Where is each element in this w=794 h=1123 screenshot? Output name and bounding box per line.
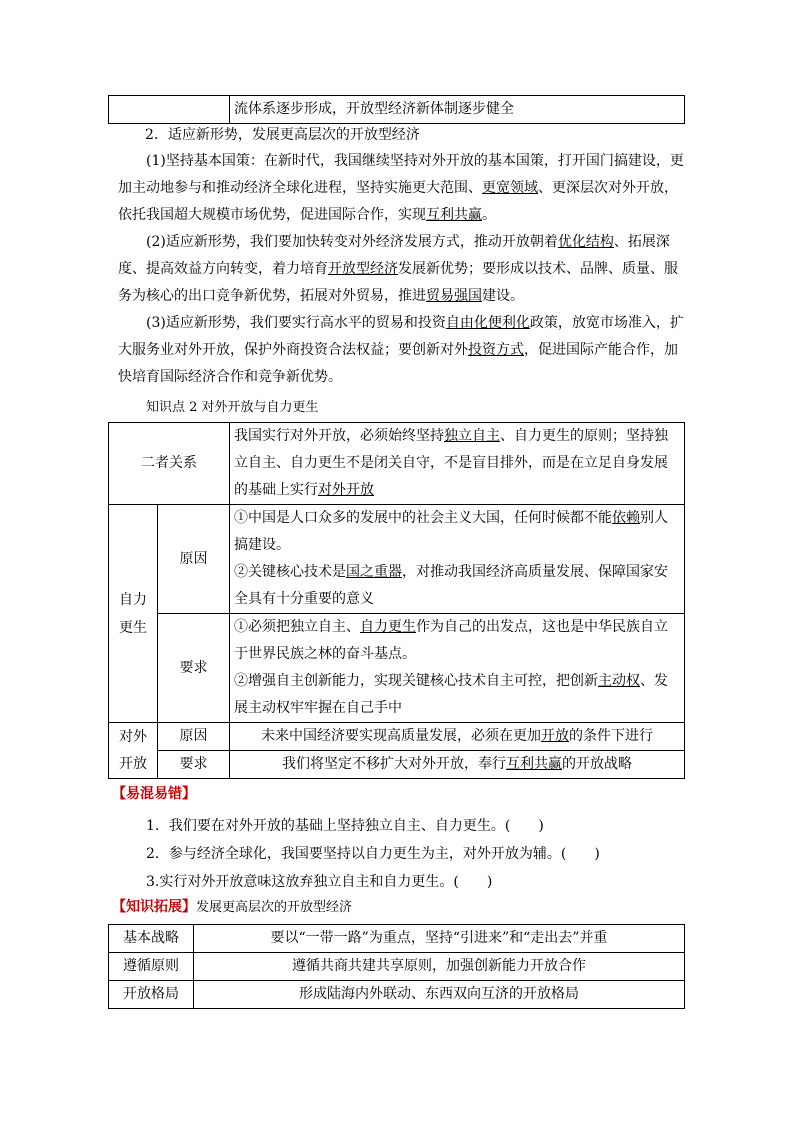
knowledge-table xyxy=(108,422,685,779)
relation-label: 二者关系 xyxy=(109,423,230,505)
row-value: 要以“一带一路”为重点，坚持“引进来”和“走出去”并重 xyxy=(194,925,685,953)
paragraph-3: (3)适应新形势，我们要实行高水平的贸易和投资自由化便利化政策，放宽市场准入，扩大服务业对外开放，保护外商投资合法权益；要创新对外投资方式，促进国际产能合作，加快培育国际经济合作和竞争新优势。 xyxy=(118,315,684,385)
extension-header xyxy=(112,897,352,918)
list-item: 2．参与经济全球化，我国要坚持以自力更生为主，对外开放为辅。( ) xyxy=(146,846,600,862)
table-row xyxy=(109,981,685,1009)
opening-reason-label: 原因 xyxy=(158,723,230,751)
row-value: 遵循共商共建共享原则，加强创新能力开放合作 xyxy=(194,953,685,981)
opening-requirement-label: 要求 xyxy=(158,751,230,779)
row-label: 基本战略 xyxy=(109,925,194,953)
reason-cell xyxy=(230,505,685,614)
top-table-empty-cell xyxy=(109,96,230,124)
extension-table xyxy=(108,924,685,1009)
opening-requirement: 我们将坚定不移扩大对外开放，奉行互利共赢的开放战略 xyxy=(230,751,685,779)
paragraph-2: (2)适应新形势，我们要加快转变对外经济发展方式，推动开放朝着优化结构、拓展深度、提高效益方向转变，着力培育开放型经济发展新优势；要形成以技术、品牌、质量、服务为核心的出口竞争新优势，拓展对外贸易，推进贸易强国建设。 xyxy=(118,234,678,304)
row-label: 开放格局 xyxy=(109,981,194,1009)
top-table xyxy=(108,95,685,124)
table-row xyxy=(109,925,685,953)
reason-label: 原因 xyxy=(158,505,230,614)
row-value: 形成陆海内外联动、东西双向互济的开放格局 xyxy=(194,981,685,1009)
list-item: 3.实行对外开放意味这放弃独立自主和自力更生。( ) xyxy=(146,874,493,890)
list-item: 1．我们要在对外开放的基础上坚持独立自主、自力更生。( ) xyxy=(146,818,544,834)
paragraph-1: (1)坚持基本国策：在新时代，我国继续坚持对外开放的基本国策，打开国门搞建设，更加主动地参与和推动经济全球化进程，坚持实施更大范围、更宽领域、更深层次对外开放，依托我国超大规模市场优势，促进国际合作，实现互利共赢。 xyxy=(118,153,684,223)
section-body xyxy=(118,148,685,391)
extension-title: 发展更高层次的开放型经济 xyxy=(196,900,353,915)
confusion-tag: 【易混易错】 xyxy=(112,786,196,802)
requirement-cell xyxy=(230,614,685,723)
opening-label: 对外 开放 xyxy=(109,723,158,779)
top-table-text: 流体系逐步形成，开放型经济新体制逐步健全 xyxy=(230,96,685,124)
opening-reason: 未来中国经济要实现高质量发展，必须在更加开放的条件下进行 xyxy=(230,723,685,751)
row-label: 遵循原则 xyxy=(109,953,194,981)
section-heading: 2．适应新形势，发展更高层次的开放型经济 xyxy=(145,127,420,143)
relation-text: 我国实行对外开放，必须始终坚持独立自主、自力更生的原则；坚持独立自主、自力更生不是闭关自守，不是盲目排外，而是在立足自身发展的基础上实行对外开放 xyxy=(230,423,685,505)
self-reliance-label: 自力更生 xyxy=(109,505,158,723)
reason-1: ①中国是人口众多的发展中的社会主义大国，任何时候都不能依赖别人搞建设。 xyxy=(234,510,668,553)
confusion-list xyxy=(146,812,600,896)
extension-tag: 【知识拓展】 xyxy=(112,899,196,915)
requirement-2: ②增强自主创新能力，实现关键核心技术自主可控，把创新主动权、发展主动权牢牢握在自己手中 xyxy=(234,673,668,716)
knowledge-title: 知识点 2 对外开放与自力更生 xyxy=(146,400,319,415)
table-row xyxy=(109,953,685,981)
requirement-label: 要求 xyxy=(158,614,230,723)
requirement-1: ①必须把独立自主、自力更生作为自己的出发点，这也是中华民族自立于世界民族之林的奋斗基点。 xyxy=(234,619,668,662)
reason-2: ②关键核心技术是国之重器，对推动我国经济高质量发展、保障国家安全具有十分重要的意义 xyxy=(234,564,668,607)
